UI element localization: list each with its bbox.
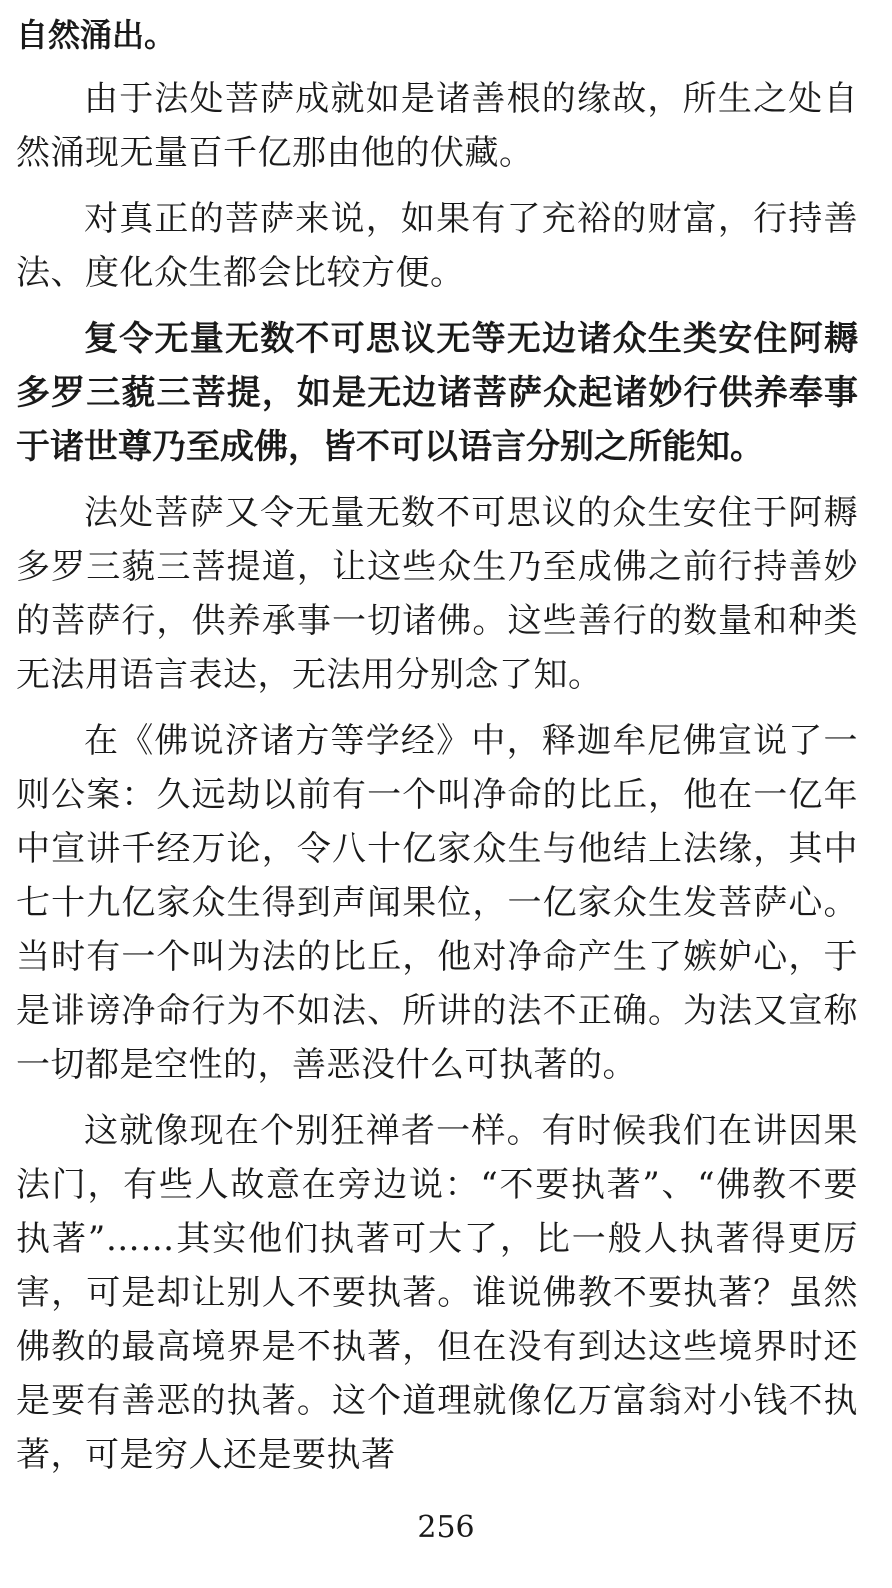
paragraph-commentary-4: 在《佛说济诸方等学经》中，释迦牟尼佛宣说了一则公案：久远劫以前有一个叫净命的比丘，他在一亿年中宣讲千经万论，令八十亿家众生与他结上法缘，其中七十九亿家众生得到声闻果位，一亿家众生发菩萨心。当时有一个叫为法的比丘，他对净命产生了嫉妒心，于是诽谤净命行为不如法、所讲的法不正确。为法又宣称一切都是空性的，善恶没什么可执著的。 [16, 721, 858, 1085]
paragraph-commentary-1: 由于法处菩萨成就如是诸善根的缘故，所生之处自然涌现无量百千亿那由他的伏藏。 [16, 79, 858, 173]
paragraph-continuation: 自然涌出。 [16, 16, 177, 54]
paragraph-commentary-5: 这就像现在个别狂禅者一样。有时候我们在讲因果法门，有些人故意在旁边说：“不要执著”、“佛教不要执著”……其实他们执著可大了，比一般人执著得更厉害，可是却让别人不要执著。谁说佛教不要执著？虽然佛教的最高境界是不执著，但在没有到达这些境界时还是要有善恶的执著。这个道理就像亿万富翁对小钱不执著，可是穷人还是要执著 [16, 1111, 858, 1475]
paragraph-commentary-3: 法处菩萨又令无量无数不可思议的众生安住于阿耨多罗三藐三菩提道，让这些众生乃至成佛之前行持善妙的菩萨行，供养承事一切诸佛。这些善行的数量和种类无法用语言表达，无法用分别念了知。 [16, 493, 858, 695]
paragraph-commentary-2: 对真正的菩萨来说，如果有了充裕的财富，行持善法、度化众生都会比较方便。 [16, 199, 858, 293]
page-number: 256 [417, 1510, 475, 1545]
paragraph-sutra-quote: 复令无量无数不可思议无等无边诸众生类安住阿耨多罗三藐三菩提，如是无边诸菩萨众起诸妙行供养奉事于诸世尊乃至成佛，皆不可以语言分别之所能知。 [16, 319, 858, 467]
page-body-text [16, 10, 858, 1482]
